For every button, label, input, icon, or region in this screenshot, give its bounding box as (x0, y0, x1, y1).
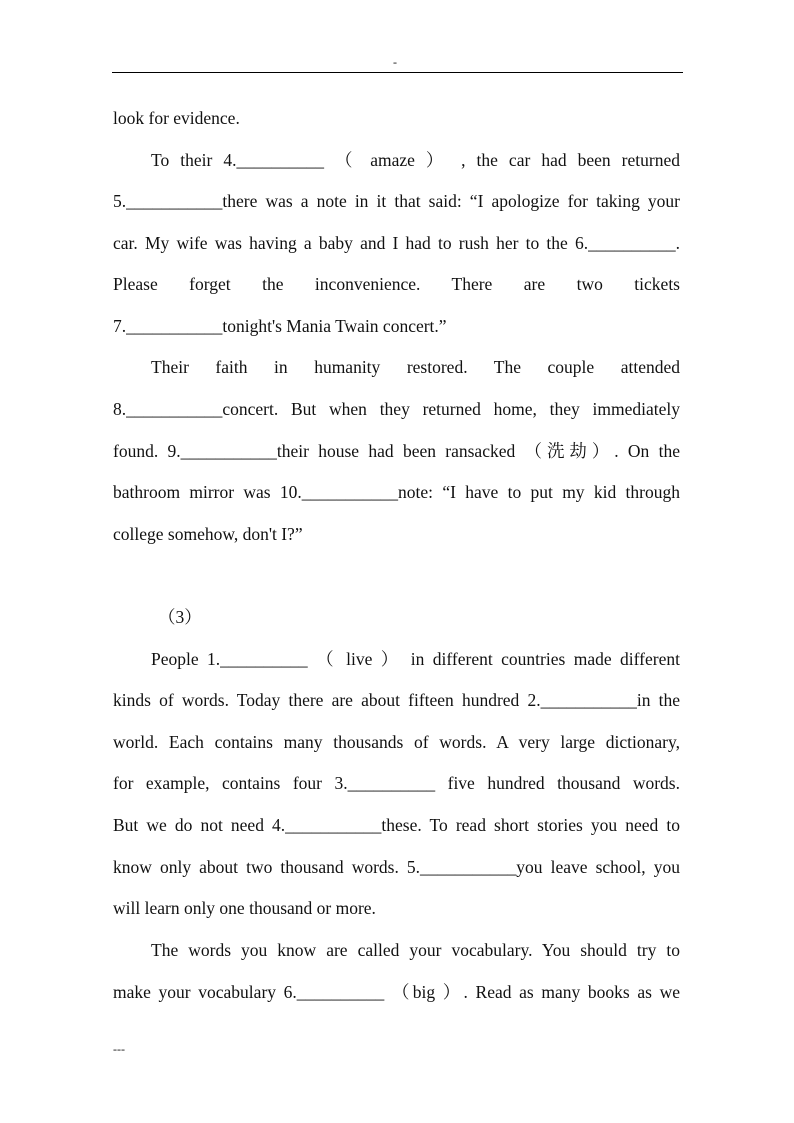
text-line: Their faith in humanity restored. The couple attended (151, 357, 680, 377)
text-line: will learn only one thousand or more. (113, 898, 376, 918)
text-line: make your vocabulary 6.__________ （big ）. Read as many books as we (113, 982, 680, 1002)
text-line: To their 4.__________ （ amaze ） , the car had been returned (151, 150, 680, 170)
header-rule (112, 72, 683, 73)
text-line: kinds of words. Today there are about fifteen hundred 2.___________in the (113, 690, 680, 710)
text-line: look for evidence. (113, 108, 240, 128)
text-line: The words you know are called your vocabulary. You should try to (151, 940, 680, 960)
text-line: 7.___________tonight's Mania Twain concert.” (113, 316, 447, 336)
text-line: car. My wife was having a baby and I had to rush her to the 6.__________. (113, 233, 680, 253)
text-line: bathroom mirror was 10.___________note: “I have to put my kid through (113, 482, 680, 502)
text-line: 8.___________concert. But when they returned home, they immediately (113, 399, 680, 419)
footer-mark: --- (113, 1042, 125, 1056)
text-line: But we do not need 4.___________these. To read short stories you need to (113, 815, 680, 835)
header-mark: - (393, 55, 397, 69)
section-number: （3） (158, 607, 202, 627)
text-line: Please forget the inconvenience. There are two tickets (113, 274, 680, 294)
text-line: world. Each contains many thousands of words. A very large dictionary, (113, 732, 680, 752)
text-line: know only about two thousand words. 5.___________you leave school, you (113, 857, 680, 877)
text-line: People 1.__________ （ live ） in different countries made different (151, 649, 680, 669)
text-line: college somehow, don't I?” (113, 524, 303, 544)
text-line: 5.___________there was a note in it that said: “I apologize for taking your (113, 191, 680, 211)
text-line: for example, contains four 3.__________ five hundred thousand words. (113, 773, 680, 793)
text-line: found. 9.___________their house had been ransacked （洗劫）. On the (113, 441, 680, 461)
